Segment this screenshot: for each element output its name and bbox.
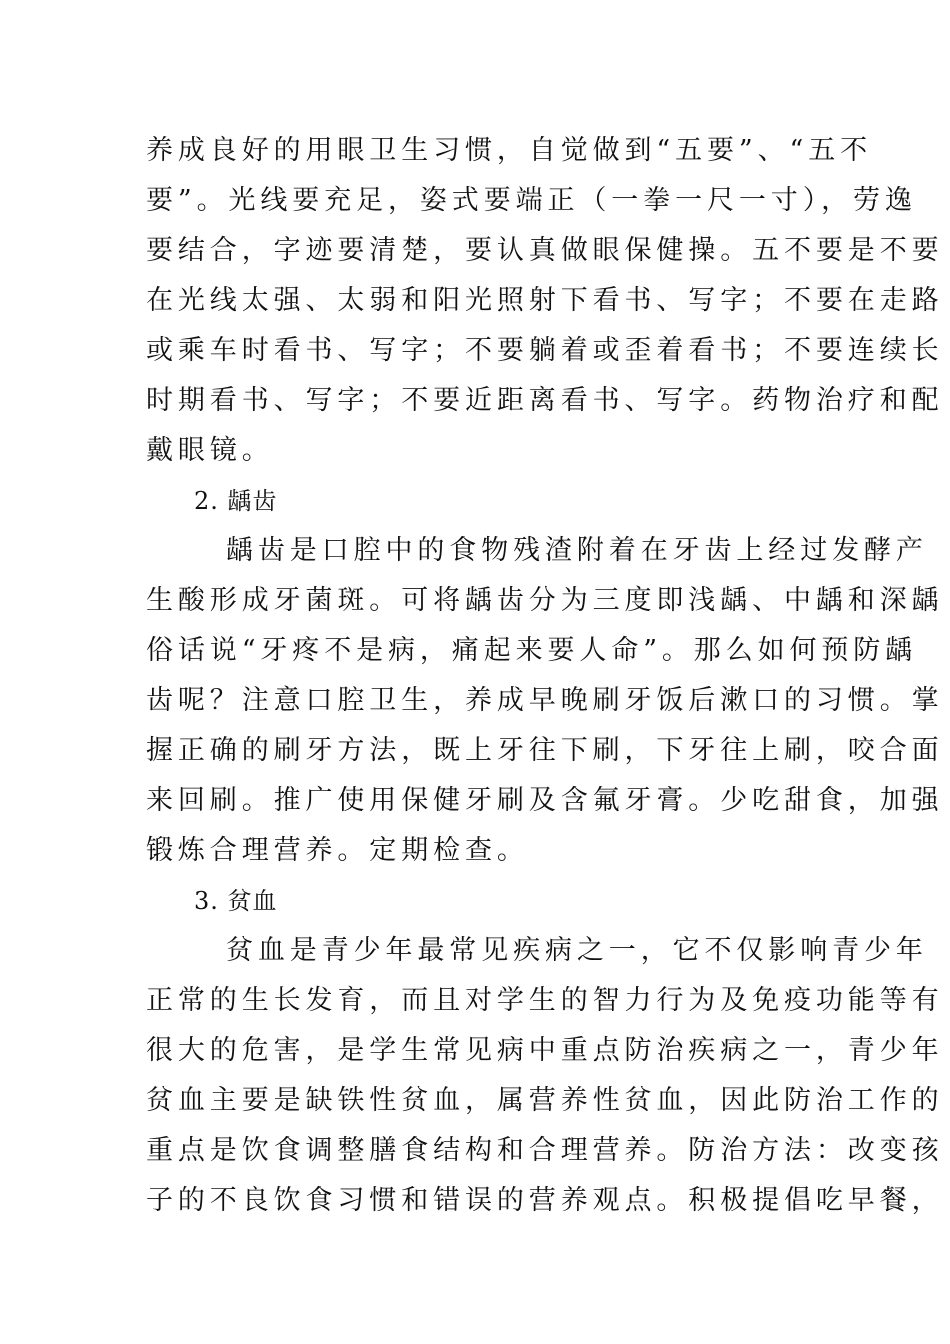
paragraph-line: 生酸形成牙菌斑。可将龋齿分为三度即浅龋、中龋和深龋 — [146, 585, 944, 616]
paragraph-line: 来回刷。推广使用保健牙刷及含氟牙膏。少吃甜食，加强 — [146, 785, 944, 816]
section-heading-caries: 2. 龋齿 — [194, 487, 278, 515]
paragraph-line: 或乘车时看书、写字；不要躺着或歪着看书；不要连续长 — [146, 335, 944, 366]
paragraph-line: 龋齿是口腔中的食物残渣附着在牙齿上经过发酵产 — [226, 535, 928, 566]
paragraph-line: 贫血是青少年最常见疾病之一，它不仅影响青少年 — [226, 935, 928, 966]
paragraph-line: 锻炼合理营养。定期检查。 — [146, 835, 529, 866]
paragraph-line: 齿呢？注意口腔卫生，养成早晚刷牙饭后漱口的习惯。掌 — [146, 685, 944, 716]
paragraph-line: 贫血主要是缺铁性贫血，属营养性贫血，因此防治工作的 — [146, 1085, 944, 1116]
paragraph-line: 子的不良饮食习惯和错误的营养观点。积极提倡吃早餐， — [146, 1185, 944, 1216]
paragraph-line: 很大的危害，是学生常见病中重点防治疾病之一，青少年 — [146, 1035, 944, 1066]
section-heading-anemia: 3. 贫血 — [194, 887, 278, 915]
paragraph-line: 时期看书、写字；不要近距离看书、写字。药物治疗和配 — [146, 385, 944, 416]
paragraph-line: 要”。光线要充足，姿式要端正（一拳一尺一寸），劳逸 — [146, 185, 917, 216]
paragraph-line: 俗话说“牙疼不是病，痛起来要人命”。那么如何预防龋 — [146, 635, 918, 666]
paragraph-line: 养成良好的用眼卫生习惯，自觉做到“五要”、“五不 — [146, 135, 873, 166]
paragraph-line: 戴眼镜。 — [146, 435, 274, 466]
paragraph-line: 握正确的刷牙方法，既上牙往下刷，下牙往上刷，咬合面 — [146, 735, 944, 766]
paragraph-line: 要结合，字迹要清楚，要认真做眼保健操。五不要是不要 — [146, 235, 944, 266]
paragraph-line: 在光线太强、太弱和阳光照射下看书、写字；不要在走路 — [146, 285, 944, 316]
paragraph-line: 正常的生长发育，而且对学生的智力行为及免疫功能等有 — [146, 985, 944, 1016]
paragraph-line: 重点是饮食调整膳食结构和合理营养。防治方法：改变孩 — [146, 1135, 944, 1166]
